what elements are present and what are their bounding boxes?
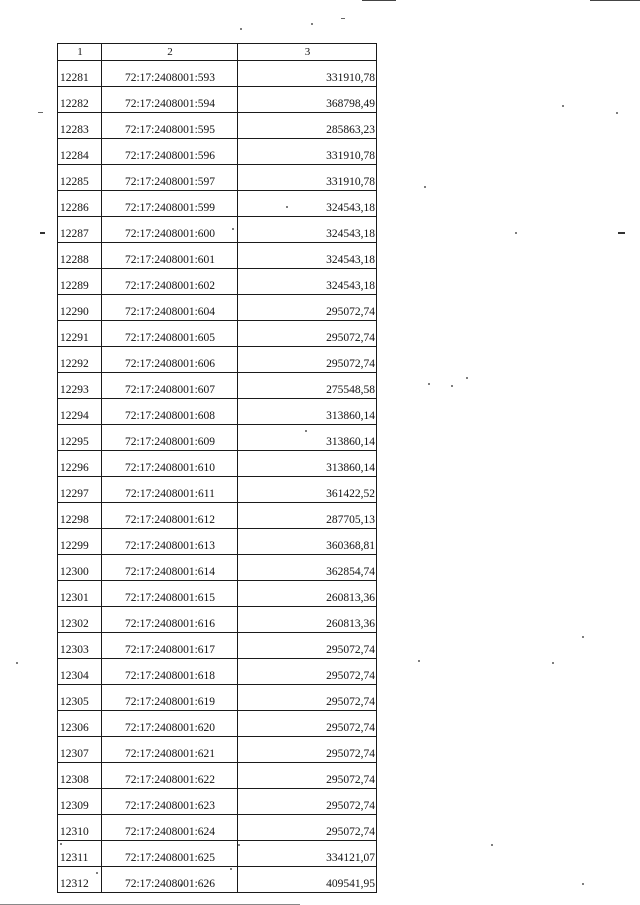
row-number: 12299: [58, 529, 102, 555]
table-row: [58, 867, 377, 893]
cadastral-value: 331910,78: [238, 61, 377, 87]
row-number: 12311: [58, 841, 102, 867]
cadastral-value: 295072,74: [238, 711, 377, 737]
scan-speck: [428, 383, 430, 385]
cadastral-number: 72:17:2408001:608: [102, 399, 238, 425]
cadastral-number: 72:17:2408001:611: [102, 477, 238, 503]
cadastral-number: 72:17:2408001:595: [102, 113, 238, 139]
cadastral-number: 72:17:2408001:606: [102, 347, 238, 373]
cadastral-value: 324543,18: [238, 243, 377, 269]
table-row: [58, 347, 377, 373]
scan-speck: [515, 232, 517, 234]
table-row: [58, 477, 377, 503]
row-number: 12287: [58, 217, 102, 243]
row-number: 12303: [58, 633, 102, 659]
scan-speck: [418, 660, 420, 662]
cadastral-number: 72:17:2408001:616: [102, 607, 238, 633]
row-number: 12298: [58, 503, 102, 529]
table-row: [58, 451, 377, 477]
table-row: [58, 399, 377, 425]
cadastral-number: 72:17:2408001:601: [102, 243, 238, 269]
cadastral-number: 72:17:2408001:596: [102, 139, 238, 165]
row-number: 12296: [58, 451, 102, 477]
scan-speck: [341, 18, 345, 19]
row-number: 12309: [58, 789, 102, 815]
table-row: [58, 815, 377, 841]
scan-speck: [562, 105, 564, 107]
row-number: 12294: [58, 399, 102, 425]
table-row: [58, 529, 377, 555]
row-number: 12295: [58, 425, 102, 451]
scan-speck: [616, 112, 618, 114]
cadastral-value: 295072,74: [238, 815, 377, 841]
table-row: [58, 763, 377, 789]
table-row: [58, 789, 377, 815]
cadastral-number: 72:17:2408001:620: [102, 711, 238, 737]
row-number: 12306: [58, 711, 102, 737]
table-row: [58, 321, 377, 347]
cadastral-number: 72:17:2408001:609: [102, 425, 238, 451]
cadastral-number: 72:17:2408001:623: [102, 789, 238, 815]
cadastral-number: 72:17:2408001:610: [102, 451, 238, 477]
table-row: [58, 607, 377, 633]
table-row: [58, 633, 377, 659]
table-row: [58, 659, 377, 685]
cadastral-number: 72:17:2408001:605: [102, 321, 238, 347]
row-number: 12308: [58, 763, 102, 789]
cadastral-value: 324543,18: [238, 217, 377, 243]
row-number: 12305: [58, 685, 102, 711]
column-header-2: 2: [102, 44, 238, 61]
cadastral-value: 362854,74: [238, 555, 377, 581]
row-number: 12304: [58, 659, 102, 685]
cadastral-value: 295072,74: [238, 633, 377, 659]
row-number: 12286: [58, 191, 102, 217]
table-row: [58, 555, 377, 581]
table-row: [58, 61, 377, 87]
cadastral-value: 295072,74: [238, 737, 377, 763]
cadastral-value-table: [57, 43, 377, 893]
row-number: 12300: [58, 555, 102, 581]
scan-speck: [16, 662, 18, 664]
row-number: 12284: [58, 139, 102, 165]
table-row: [58, 295, 377, 321]
row-number: 12292: [58, 347, 102, 373]
cadastral-value: 361422,52: [238, 477, 377, 503]
scan-speck: [466, 377, 468, 379]
cadastral-value: 295072,74: [238, 321, 377, 347]
cadastral-value: 275548,58: [238, 373, 377, 399]
row-number: 12310: [58, 815, 102, 841]
table-row: [58, 711, 377, 737]
table-row: [58, 373, 377, 399]
cadastral-number: 72:17:2408001:599: [102, 191, 238, 217]
cadastral-value: 295072,74: [238, 685, 377, 711]
scan-speck: [311, 23, 313, 25]
cadastral-value: 260813,36: [238, 581, 377, 607]
cadastral-number: 72:17:2408001:625: [102, 841, 238, 867]
table-row: [58, 269, 377, 295]
cadastral-value: 331910,78: [238, 165, 377, 191]
scan-speck: [618, 232, 625, 234]
cadastral-value: 285863,23: [238, 113, 377, 139]
row-number: 12289: [58, 269, 102, 295]
row-number: 12291: [58, 321, 102, 347]
cadastral-value: 368798,49: [238, 87, 377, 113]
table-row: [58, 581, 377, 607]
cadastral-number: 72:17:2408001:624: [102, 815, 238, 841]
scan-speck: [451, 385, 453, 387]
cadastral-value: 331910,78: [238, 139, 377, 165]
cadastral-number: 72:17:2408001:594: [102, 87, 238, 113]
cadastral-number: 72:17:2408001:593: [102, 61, 238, 87]
row-number: 12302: [58, 607, 102, 633]
cadastral-number: 72:17:2408001:604: [102, 295, 238, 321]
cadastral-value: 313860,14: [238, 425, 377, 451]
table-row: [58, 685, 377, 711]
cadastral-value: 324543,18: [238, 191, 377, 217]
cadastral-value: 295072,74: [238, 789, 377, 815]
row-number: 12290: [58, 295, 102, 321]
cadastral-number: 72:17:2408001:612: [102, 503, 238, 529]
row-number: 12312: [58, 867, 102, 893]
table-row: [58, 737, 377, 763]
table-row: [58, 841, 377, 867]
table-row: [58, 217, 377, 243]
scan-speck: [582, 883, 584, 885]
cadastral-number: 72:17:2408001:615: [102, 581, 238, 607]
row-number: 12285: [58, 165, 102, 191]
cadastral-number: 72:17:2408001:600: [102, 217, 238, 243]
table-row: [58, 113, 377, 139]
row-number: 12288: [58, 243, 102, 269]
row-number: 12282: [58, 87, 102, 113]
table-row: [58, 191, 377, 217]
scan-speck: [40, 232, 45, 234]
scan-edge-line: [590, 0, 640, 1]
table-row: [58, 425, 377, 451]
cadastral-number: 72:17:2408001:607: [102, 373, 238, 399]
cadastral-number: 72:17:2408001:614: [102, 555, 238, 581]
cadastral-number: 72:17:2408001:626: [102, 867, 238, 893]
cadastral-number: 72:17:2408001:602: [102, 269, 238, 295]
table-row: [58, 139, 377, 165]
cadastral-value: 295072,74: [238, 763, 377, 789]
cadastral-number: 72:17:2408001:597: [102, 165, 238, 191]
row-number: 12307: [58, 737, 102, 763]
scan-speck: [424, 186, 426, 188]
cadastral-value: 334121,07: [238, 841, 377, 867]
cadastral-value: 360368,81: [238, 529, 377, 555]
column-header-1: 1: [58, 44, 102, 61]
scan-speck: [582, 636, 584, 638]
row-number: 12301: [58, 581, 102, 607]
cadastral-value: 287705,13: [238, 503, 377, 529]
scan-edge-line: [362, 0, 396, 1]
cadastral-value: 409541,95: [238, 867, 377, 893]
column-header-3: 3: [238, 44, 377, 61]
cadastral-value: 313860,14: [238, 451, 377, 477]
row-number: 12281: [58, 61, 102, 87]
table-row: [58, 87, 377, 113]
cadastral-number: 72:17:2408001:621: [102, 737, 238, 763]
table-row: [58, 165, 377, 191]
row-number: 12293: [58, 373, 102, 399]
scan-speck: [552, 662, 554, 664]
cadastral-number: 72:17:2408001:617: [102, 633, 238, 659]
scan-speck: [491, 844, 493, 846]
row-number: 12283: [58, 113, 102, 139]
table-header-row: [58, 44, 377, 61]
scan-speck: [38, 112, 43, 113]
cadastral-value: 260813,36: [238, 607, 377, 633]
cadastral-number: 72:17:2408001:613: [102, 529, 238, 555]
row-number: 12297: [58, 477, 102, 503]
cadastral-value: 295072,74: [238, 347, 377, 373]
cadastral-number: 72:17:2408001:622: [102, 763, 238, 789]
cadastral-value: 324543,18: [238, 269, 377, 295]
table-row: [58, 503, 377, 529]
cadastral-number: 72:17:2408001:618: [102, 659, 238, 685]
cadastral-number: 72:17:2408001:619: [102, 685, 238, 711]
table-row: [58, 243, 377, 269]
scan-speck: [240, 28, 242, 30]
cadastral-value: 295072,74: [238, 295, 377, 321]
cadastral-value: 313860,14: [238, 399, 377, 425]
cadastral-value: 295072,74: [238, 659, 377, 685]
